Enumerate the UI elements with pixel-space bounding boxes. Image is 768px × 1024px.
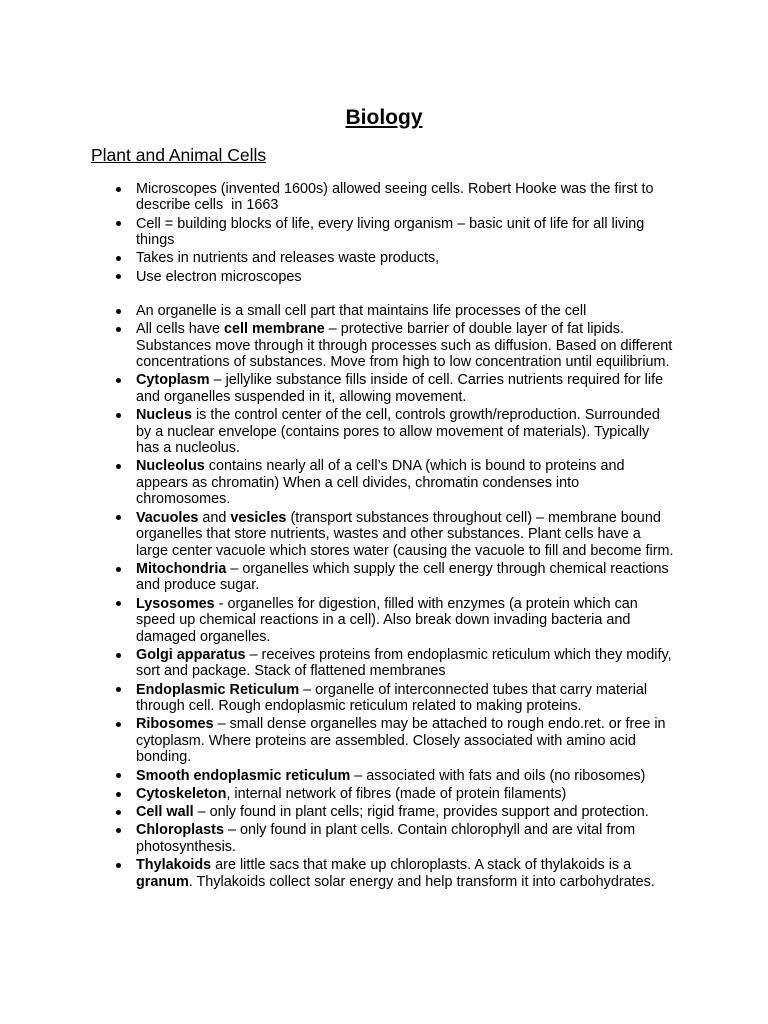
- list-item: [0, 250, 768, 267]
- text-line: [136, 612, 768, 629]
- text-segment: through cell. Rough endoplasmic reticulum related to making proteins.: [136, 698, 582, 714]
- bullet-icon: [116, 601, 121, 606]
- bold-term: Thylakoids: [136, 857, 212, 873]
- bold-term: Golgi apparatus: [136, 646, 246, 663]
- text-line: [136, 440, 768, 457]
- bullet-icon: [116, 274, 121, 279]
- text-segment: Microscopes (invented 1600s) allowed seeing cells. Robert Hooke was the first to: [136, 180, 654, 197]
- bold-term: Cell wall: [136, 804, 194, 820]
- list-item: [0, 181, 768, 214]
- list-item: [0, 857, 768, 890]
- list-item: [0, 561, 768, 594]
- text-line: [136, 321, 768, 338]
- bold-term: Smooth endoplasmic reticulum: [136, 767, 351, 784]
- text-segment: . Thylakoids collect solar energy and help transform it into carbohydrates.: [188, 873, 655, 890]
- bold-term: Lysosomes: [136, 595, 215, 612]
- text-segment: Cell = building blocks of life, every living organism – basic unit of life for all living: [136, 215, 645, 232]
- bold-term: Cytoskeleton: [136, 785, 227, 802]
- text-segment: and: [198, 509, 231, 526]
- bold-term: Nucleus: [136, 407, 192, 423]
- bold-term: cell membrane: [223, 321, 325, 337]
- text-line: [136, 857, 768, 874]
- list-item: [0, 804, 768, 821]
- text-line: [136, 181, 768, 198]
- text-segment: and organelles suspended in it, allowing movement.: [136, 388, 467, 405]
- text-segment: – only found in plant cells. Contain chlorophyll and are vital from: [223, 822, 636, 839]
- bullet-icon: [116, 221, 121, 226]
- list-item: [0, 510, 768, 560]
- bold-term: Vacuoles: [136, 509, 199, 526]
- text-segment: – small dense organelles may be attached to rough endo.ret. or free in: [213, 716, 666, 733]
- text-line: [136, 874, 768, 891]
- text-line: [136, 424, 768, 441]
- text-segment: has a nucleolus.: [136, 440, 241, 456]
- bullet-icon: [116, 256, 121, 261]
- text-segment: , internal network of fibres (made of protein filaments): [226, 785, 567, 802]
- text-segment: speed up chemical reactions in a cell). Also break down invading bacteria and: [136, 612, 631, 628]
- text-line: [136, 216, 768, 233]
- section-heading: Plant and Animal Cells: [91, 145, 267, 165]
- bullet-icon: [116, 687, 121, 692]
- text-line: [136, 804, 768, 821]
- bullet-icon: [116, 309, 121, 314]
- text-line: [136, 491, 768, 508]
- text-line: [136, 561, 768, 578]
- list-item: [0, 786, 768, 803]
- text-line: [136, 407, 768, 424]
- text-line: [136, 596, 768, 613]
- text-segment: All cells have: [136, 321, 224, 337]
- text-segment: chromosomes.: [136, 491, 231, 508]
- text-segment: large center vacuole which stores water (causing the vacuole to fill and become firm.: [136, 542, 674, 559]
- text-line: [136, 647, 768, 664]
- text-segment: describe cells in 1663: [136, 197, 279, 214]
- text-segment: contains nearly all of a cell’s DNA (which is bound to proteins and: [204, 458, 625, 475]
- bullet-icon: [116, 863, 121, 868]
- text-line: [136, 303, 768, 320]
- bullet-icon: [116, 464, 121, 469]
- text-segment: – receives proteins from endoplasmic reticulum which they modify,: [245, 646, 672, 663]
- text-segment: – only found in plant cells; rigid frame, provides support and protection.: [193, 804, 649, 820]
- bullet-icon: [116, 792, 121, 797]
- text-line: [136, 543, 768, 560]
- bullet-icon: [116, 515, 121, 520]
- bullet-icon: [116, 567, 121, 572]
- text-segment: cytoplasm. Where proteins are assembled. Closely associated with amino acid: [136, 732, 636, 749]
- text-segment: Substances move through it through processes such as diffusion. Based on different: [136, 337, 673, 354]
- text-segment: damaged organelles.: [136, 628, 271, 645]
- bold-term: Nucleolus: [136, 458, 205, 475]
- text-line: [136, 629, 768, 646]
- list-item: [0, 647, 768, 680]
- text-line: [136, 232, 768, 249]
- list-item: [0, 596, 768, 646]
- text-segment: bonding.: [136, 749, 192, 766]
- bullet-icon: [116, 187, 121, 192]
- list-item: [0, 321, 768, 371]
- bullet-icon: [116, 810, 121, 815]
- bullet-icon: [116, 378, 121, 383]
- text-line: [136, 822, 768, 839]
- text-segment: are little sacs that make up chloroplasts. A stack of thylakoids is a: [211, 857, 632, 873]
- bold-term: Endoplasmic Reticulum: [136, 681, 300, 698]
- text-line: [136, 839, 768, 856]
- text-segment: sort and package. Stack of flattened membranes: [136, 663, 446, 680]
- bold-term: Chloroplasts: [136, 822, 224, 839]
- bullet-icon: [116, 773, 121, 778]
- bullet-icon: [116, 722, 121, 727]
- bold-term: Ribosomes: [136, 716, 214, 733]
- text-segment: things: [136, 232, 175, 248]
- list-item: [0, 269, 768, 286]
- text-line: [136, 269, 768, 286]
- text-line: [136, 510, 768, 527]
- text-segment: concentrations of substances. Move from high to low concentration until equilibrium.: [136, 354, 670, 370]
- text-segment: – associated with fats and oils (no ribosomes): [350, 767, 646, 784]
- text-segment: photosynthesis.: [136, 838, 236, 855]
- list-item: [0, 458, 768, 508]
- text-line: [136, 577, 768, 594]
- list-item: [0, 768, 768, 785]
- text-segment: – protective barrier of double layer of fat lipids.: [324, 321, 624, 337]
- text-segment: and produce sugar.: [136, 577, 260, 594]
- text-segment: (transport substances throughout cell) – membrane bound: [286, 509, 661, 526]
- list-item: [0, 682, 768, 715]
- bullet-icon: [116, 828, 121, 833]
- list-item: [0, 407, 768, 457]
- bold-term: Mitochondria: [136, 560, 227, 577]
- text-line: [136, 733, 768, 750]
- text-segment: - organelles for digestion, filled with enzymes (a protein which can: [214, 595, 638, 612]
- text-line: [136, 768, 768, 785]
- text-line: [136, 682, 768, 699]
- text-segment: – organelle of interconnected tubes that carry material: [299, 681, 648, 698]
- text-segment: Use electron microscopes: [136, 268, 302, 285]
- text-line: [136, 458, 768, 475]
- text-segment: – jellylike substance fills inside of cell. Carries nutrients required for life: [209, 372, 664, 389]
- text-segment: organelles that store nutrients, wastes and other substances. Plant cells have a: [136, 526, 641, 542]
- text-line: [136, 354, 768, 371]
- text-segment: is the control center of the cell, controls growth/reproduction. Surrounded: [191, 407, 660, 423]
- organelle-bullet-list: [0, 303, 768, 890]
- text-segment: An organelle is a small cell part that maintains life processes of the cell: [136, 302, 587, 319]
- document-title: Biology: [345, 106, 423, 129]
- bullet-icon: [116, 653, 121, 658]
- text-segment: Takes in nutrients and releases waste products,: [136, 250, 440, 267]
- text-line: [136, 338, 768, 355]
- text-line: [136, 197, 768, 214]
- text-line: [136, 663, 768, 680]
- text-line: [136, 526, 768, 543]
- text-segment: by a nuclear envelope (contains pores to allow movement of materials). Typically: [136, 423, 650, 440]
- text-line: [136, 389, 768, 406]
- bold-term: granum: [136, 873, 189, 890]
- text-line: [136, 372, 768, 389]
- bold-term: vesicles: [230, 509, 287, 526]
- text-segment: appears as chromatin) When a cell divides, chromatin condenses into: [136, 474, 580, 491]
- text-line: [136, 475, 768, 492]
- list-item: [0, 216, 768, 249]
- text-segment: – organelles which supply the cell energy through chemical reactions: [226, 560, 669, 577]
- list-item: [0, 822, 768, 855]
- list-item: [0, 372, 768, 405]
- text-line: [136, 698, 768, 715]
- text-line: [136, 250, 768, 267]
- bold-term: Cytoplasm: [136, 372, 210, 389]
- text-line: [136, 716, 768, 733]
- list-item: [0, 716, 768, 766]
- list-item: [0, 303, 768, 320]
- text-line: [136, 749, 768, 766]
- intro-bullet-list: [0, 181, 768, 285]
- bullet-icon: [116, 413, 121, 418]
- bullet-icon: [116, 327, 121, 332]
- text-line: [136, 786, 768, 803]
